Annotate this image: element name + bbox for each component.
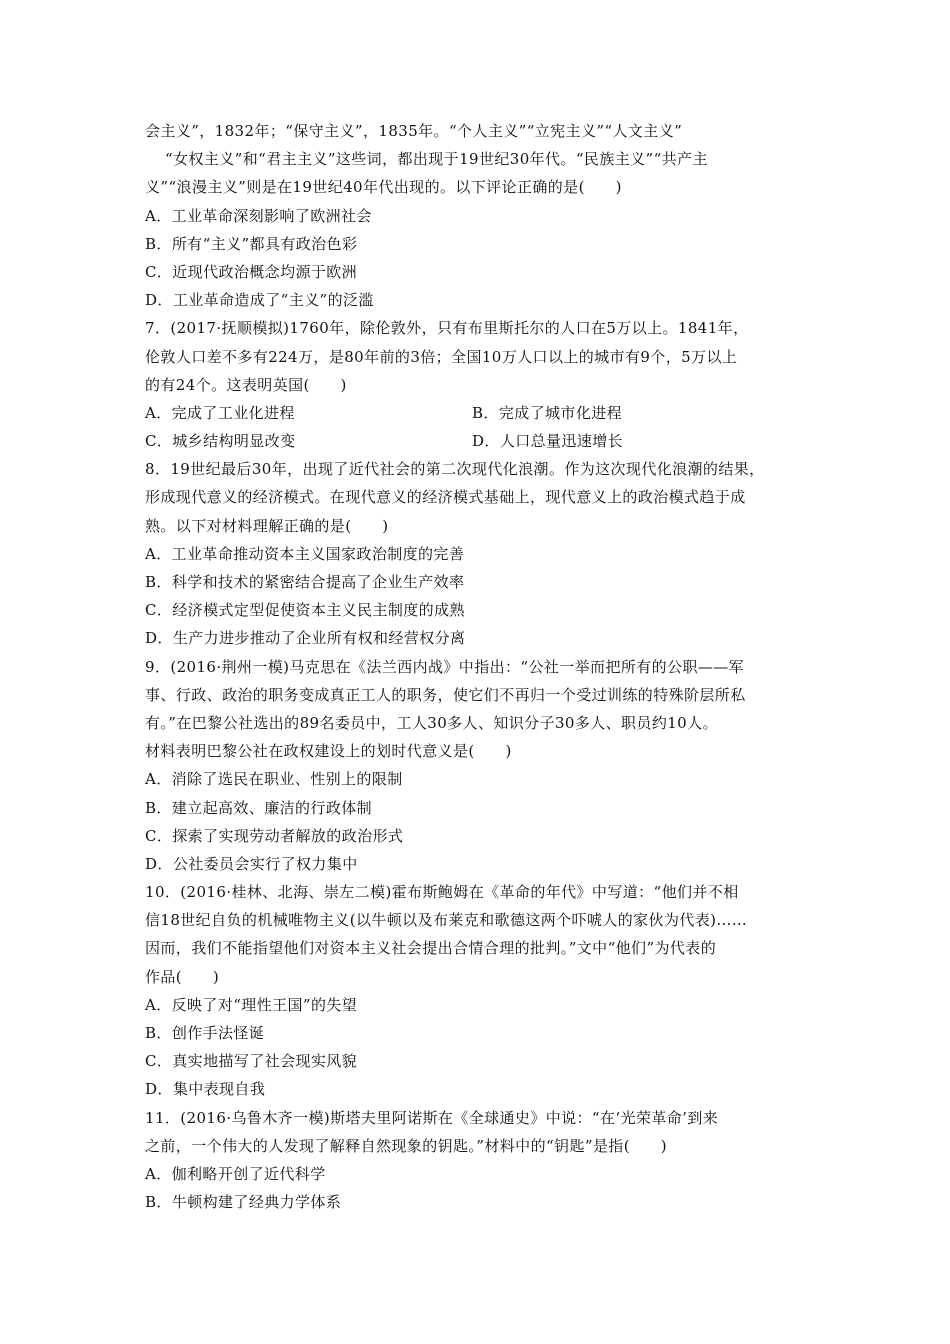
option-c: C．近现代政治概念均源于欧洲 [145, 262, 358, 281]
option-c: C．城乡结构明显改变 [145, 432, 296, 451]
question-9-stem: 9．(2016·荆州一模)马克思在《法兰西内战》中指出：“公社一举而把所有的公职——军 [145, 657, 745, 676]
text-line: 会主义”，1832年；“保守主义”，1835年。“个人主义”“立宪主义”“人文主义” [145, 122, 683, 140]
text-line: 材料表明巴黎公社在政权建设上的划时代意义是( ) [145, 742, 512, 761]
text-line: “女权主义”和“君主主义”这些词，都出现于19世纪30年代。“民族主义”“共产主 [165, 150, 708, 169]
option-a: A．反映了对“理性王国”的失望 [145, 995, 358, 1014]
question-7-options-row [145, 427, 815, 455]
text-line: 作品( ) [145, 967, 220, 986]
question-7-options-row [145, 399, 815, 427]
text-line: 伦敦人口差不多有224万，是80年前的3倍；全国10万人口以上的城市有9个，5万以上 [145, 347, 738, 366]
option-c: C．探索了实现劳动者解放的政治形式 [145, 826, 404, 845]
question-10-stem: 10．(2016·桂林、北海、崇左二模)霍布斯鲍姆在《革命的年代》中写道：“他们并不相 [145, 883, 739, 902]
option-b: B．完成了城市化进程 [472, 403, 623, 422]
option-d: D．人口总量迅速增长 [472, 432, 624, 451]
text-line: 因而，我们不能指望他们对资本主义社会提出合情合理的批判。”文中“他们”为代表的 [145, 939, 717, 958]
option-b: B．所有“主义”都具有政治色彩 [145, 234, 358, 253]
text-line: 义”“浪漫主义”则是在19世纪40年代出现的。以下评论正确的是( ) [145, 178, 622, 197]
option-a: A．消除了选民在职业、性别上的限制 [145, 770, 403, 789]
text-line: 之前，一个伟大的人发现了解释自然现象的钥匙。”材料中的“钥匙”是指( ) [145, 1136, 668, 1155]
question-text [145, 117, 815, 1216]
option-d: D．集中表现自我 [145, 1080, 266, 1099]
option-a: A．完成了工业化进程 [145, 403, 295, 422]
text-line: 熟。以下对材料理解正确的是( ) [145, 516, 389, 535]
text-line: 形成现代意义的经济模式。在现代意义的经济模式基础上，现代意义上的政治模式趋于成 [145, 488, 746, 507]
question-7-stem: 7．(2017·抚顺模拟)1760年，除伦敦外，只有布里斯托尔的人口在5万以上。1841年， [145, 319, 749, 338]
option-c: C．真实地描写了社会现实风貌 [145, 1052, 358, 1071]
option-b: B．牛顿构建了经典力学体系 [145, 1193, 342, 1212]
question-11-stem: 11．(2016·乌鲁木齐一模)斯塔夫里阿诺斯在《全球通史》中说：“在‘光荣革命’到来 [145, 1108, 719, 1127]
option-b: B．创作手法怪诞 [145, 1024, 265, 1042]
option-d: D．公社委员会实行了权力集中 [145, 854, 358, 873]
option-a: A．工业革命深刻影响了欧洲社会 [145, 206, 372, 225]
option-b: B．科学和技术的紧密结合提高了企业生产效率 [145, 573, 465, 591]
option-c: C．经济模式定型促使资本主义民主制度的成熟 [145, 601, 465, 620]
option-d: D．工业革命造成了“主义”的泛滥 [145, 291, 374, 310]
option-b: B．建立起高效、廉洁的行政体制 [145, 798, 373, 817]
question-8-stem: 8．19世纪最后30年，出现了近代社会的第二次现代化浪潮。作为这次现代化浪潮的结果， [145, 460, 765, 479]
text-line: 信18世纪自负的机械唯物主义(以牛顿以及布莱克和歌德这两个吓唬人的家伙为代表)…… [145, 911, 748, 930]
text-line: 的有24个。这表明英国( ) [145, 375, 347, 394]
option-d: D．生产力进步推动了企业所有权和经营权分离 [145, 629, 466, 648]
text-line: 事、行政、政治的职务变成真正工人的职务，使它们不再归一个受过训练的特殊阶层所私 [145, 685, 746, 704]
option-a: A．工业革命推动资本主义国家政治制度的完善 [145, 544, 465, 563]
text-line: 有。”在巴黎公社选出的89名委员中，工人30多人、知识分子30多人、职员约10人。 [145, 713, 718, 732]
option-a: A．伽利略开创了近代科学 [145, 1164, 326, 1183]
